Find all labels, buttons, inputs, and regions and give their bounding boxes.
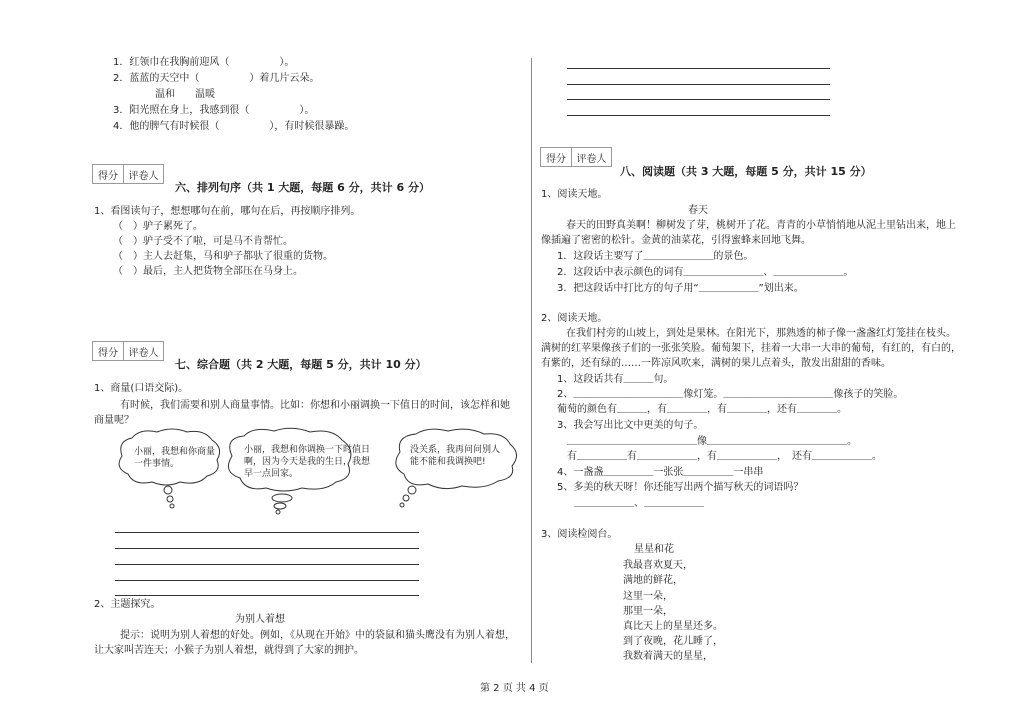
r1-sub-2: 2．这段话中表示颜色的词有＿＿＿＿＿＿＿＿、＿＿＿＿＿＿＿。 [557, 267, 854, 278]
r2-para-2: 满树的红苹果像孩子们的一张张笑脸。葡萄架下，挂着一大串一大串的葡萄，有红的，有白的， [541, 343, 961, 354]
score-label: 得分 [98, 347, 118, 359]
r2-sub-3: 3、我会写出比文中更美的句子。 [557, 420, 704, 431]
sec7-q1-text-2: 商量呢？ [94, 415, 134, 426]
r2-sub-5: 5、多美的秋天呀！你还能写出两个描写秋天的词语吗？ [557, 482, 804, 493]
bubble-3-line-1: 没关系，我再问问别人 [410, 445, 501, 455]
sec6-item-4: （ ）最后，主人把货物全部压在马身上。 [113, 266, 303, 277]
answer-line [567, 115, 830, 116]
answer-line [567, 68, 830, 69]
r2-para-1: 在我们村旁的山坡上，到处是果林。在阳光下，那熟透的柿子像一盏盏红灯笼挂在枝头。 [566, 328, 956, 339]
fill-item-2: 2．蓝蓝的天空中（ ）着几片云朵。 [113, 73, 320, 84]
score-label: 得分 [98, 170, 118, 182]
sec7-q2-text-1: 提示：说明为别人着想的好处。例如，《从现在开始》中的袋鼠和猫头鹰没有为别人着想， [120, 630, 515, 641]
answer-line [567, 84, 830, 85]
r2-sub-3b: ＿＿＿＿＿＿＿＿＿＿＿＿＿像＿＿＿＿＿＿＿＿＿＿＿＿＿＿。 [567, 436, 857, 447]
sec6-item-1: （ ）驴子累死了。 [113, 221, 203, 232]
reviewer-label: 评卷人 [123, 165, 163, 183]
fill-item-3: 3．阳光照在身上，我感到很（ ）。 [113, 105, 315, 116]
bubble-1-line-2: 一件事情。 [134, 459, 180, 469]
word-choices: 温和 温暖 [155, 89, 215, 100]
r3-poem-line: 满地的鲜花， [623, 575, 683, 586]
sec6-item-2: （ ）驴子受不了啦，可是马不肯帮忙。 [113, 236, 293, 247]
sec7-q1-text-1: 有时候，我们需要和别人商量事情。比如：你想和小丽调换一下值日的时间，该怎样和她 [120, 400, 510, 411]
r2-question: 2、阅读天地。 [541, 313, 608, 324]
bubble-2-line-2: 啊，因为今天是我的生日，我想 [244, 457, 371, 467]
column-divider [531, 58, 532, 663]
bubble-2-line-3: 早一点回家。 [244, 469, 299, 479]
speech-bubbles-illustration [112, 426, 532, 516]
page-number: 第 2 页 共 4 页 [480, 683, 549, 694]
r3-question: 3、阅读检阅台。 [541, 529, 618, 540]
section-6-title: 六、排列句序（共 1 大题，每题 6 分，共计 6 分） [175, 181, 430, 194]
answer-line [567, 99, 830, 100]
r3-poem-line: 那里一朵， [623, 606, 673, 617]
r2-para-3: 有紫的，还有绿的……一阵凉风吹来，满树的果儿点着头，散发出甜甜的香味。 [541, 358, 891, 369]
r2-sub-2: 2、＿＿＿＿＿＿＿＿＿＿＿像灯笼。＿＿＿＿＿＿＿＿＿＿＿像孩子的笑脸。 [557, 389, 904, 400]
r2-sub-3c: 有＿＿＿＿＿有＿＿＿＿＿＿，有＿＿＿＿＿＿， 还有＿＿＿＿＿＿。 [567, 451, 882, 462]
section-7-title: 七、综合题（共 2 大题，每题 5 分，共计 10 分） [175, 358, 427, 371]
r2-sub-1: 1、这段话共有＿＿＿句。 [557, 374, 674, 385]
r1-question: 1、阅读天地。 [541, 189, 608, 200]
answer-line [115, 564, 419, 565]
sec7-q2-title: 为别人着想 [235, 614, 285, 625]
answer-line [115, 595, 419, 596]
r3-poem-line: 到了夜晚，花儿睡了， [623, 636, 723, 647]
r1-para-2: 像插遍了密密的松针。金黄的油菜花，引得蜜蜂来回地飞舞。 [541, 235, 811, 246]
r3-poem-line: 真比天上的星星还多。 [623, 621, 723, 632]
r3-poem-line: 我最喜欢夏天， [623, 560, 693, 571]
sec6-item-3: （ ）主人去赶集，马和驴子都驮了很重的货物。 [113, 251, 333, 262]
fill-item-4: 4．他的脾气有时候很（ ），有时候很暴躁。 [113, 121, 355, 132]
r2-sub-2b: 葡萄的颜色有＿＿＿，有＿＿＿＿，有＿＿＿＿，还有＿＿＿＿。 [557, 404, 847, 415]
bubble-3-line-2: 能不能和我调换吧! [410, 457, 486, 467]
r3-poem-line: 我数着满天的星星， [623, 651, 713, 662]
answer-line [115, 532, 419, 533]
bubble-1-line-1: 小丽，我想和你商量 [134, 447, 216, 457]
r1-title: 春天 [688, 205, 708, 216]
section-8-title: 八、阅读题（共 3 大题，每题 5 分，共计 15 分） [620, 165, 872, 178]
fill-item-1: 1．红领巾在我胸前迎风（ ）。 [113, 57, 295, 68]
score-box-sec8 [540, 147, 612, 167]
bubble-2-line-1: 小丽，我想和你调换一下时值日 [244, 445, 371, 455]
r1-sub-3: 3．把这段话中打比方的句子用“＿＿＿＿＿＿”划出来。 [557, 283, 804, 294]
r1-para-1: 春天的田野真美啊！柳树发了芽，桃树开了花。青青的小草悄悄地从泥土里钻出来，地上 [566, 220, 956, 231]
sec6-question: 1、看图读句子，想想哪句在前，哪句在后，再按顺序排列。 [94, 206, 361, 217]
sec7-q2-text-2: 让大家叫苦连天；小猴子为别人着想，就得到了大家的拥护。 [94, 645, 364, 656]
sec7-q2: 2、主题探究。 [94, 599, 161, 610]
answer-line [115, 548, 419, 549]
r2-sub-4: 4、一盏盏＿＿＿＿＿一张张＿＿＿＿＿一串串 [557, 467, 764, 478]
r3-poem-line: 这里一朵， [623, 591, 673, 602]
r1-sub-1: 1．这段话主要写了＿＿＿＿＿＿＿的景色。 [557, 251, 754, 262]
r2-sub-5b: ＿＿＿＿＿＿、＿＿＿＿＿＿ [574, 498, 704, 509]
reviewer-label: 评卷人 [571, 148, 611, 166]
reviewer-label: 评卷人 [123, 342, 163, 360]
score-label: 得分 [546, 153, 566, 165]
sec7-q1: 1、商量(口语交际)。 [94, 383, 189, 394]
r3-poem-title: 星星和花 [634, 544, 674, 555]
answer-line [115, 580, 419, 581]
score-box-sec6 [92, 164, 164, 184]
score-box-sec7 [92, 341, 164, 361]
